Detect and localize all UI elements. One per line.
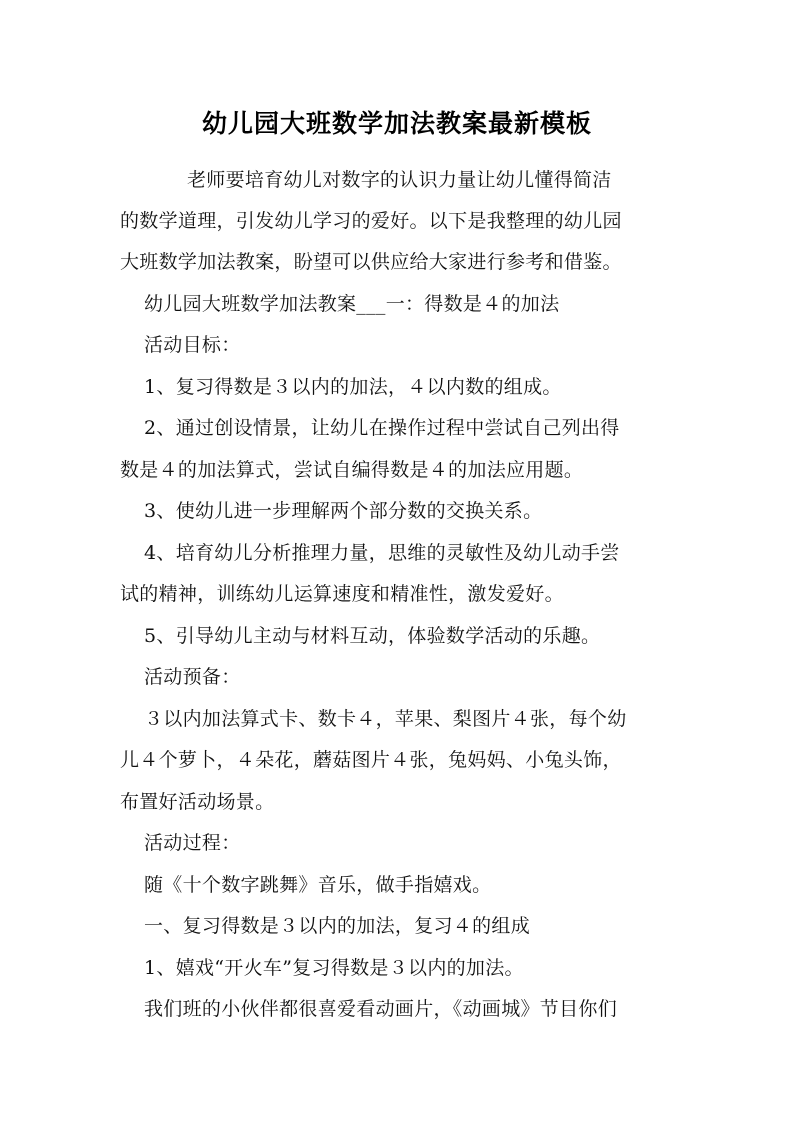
document-title: 幼儿园大班数学加法教案最新模板 xyxy=(201,109,592,138)
list-item: 3、使幼儿进一步理解两个部分数的交换关系。 xyxy=(144,500,543,522)
section-heading: 幼儿园大班数学加法教案___一：得数是４的加法 xyxy=(144,293,560,315)
list-item-continuation: 试的精神，训练幼儿运算速度和精准性，激发爱好。 xyxy=(120,583,564,605)
list-item: 5、引导幼儿主动与材料互动，体验数学活动的乐趣。 xyxy=(144,625,601,647)
paragraph-line: 布置好活动场景。 xyxy=(120,791,275,813)
paragraph-line: 我们班的小伙伴都很喜爱看动画片，《动画城》节目你们 xyxy=(144,998,618,1020)
list-item: 4、培育幼儿分析推理力量，思维的灵敏性及幼儿动手尝 xyxy=(144,542,620,564)
subsection-heading: 一、复习得数是３以内的加法，复习４的组成 xyxy=(144,915,531,937)
section-heading: 活动目标： xyxy=(144,334,241,356)
paragraph-line: ３以内加法算式卡、数卡４，苹果、梨图片４张，每个幼 xyxy=(144,708,627,730)
list-item-continuation: 数是４的加法算式，尝试自编得数是４的加法应用题。 xyxy=(120,459,584,481)
list-item: 1、复习得数是３以内的加法，４以内数的组成。 xyxy=(144,376,562,398)
list-item: 2、通过创设情景，让幼儿在操作过程中尝试自己列出得 xyxy=(144,417,620,439)
paragraph-line: 的数学道理，引发幼儿学习的爱好。以下是我整理的幼儿园 xyxy=(120,210,622,232)
paragraph-line: 儿４个萝卜，４朵花，蘑菇图片４张，兔妈妈、小兔头饰， xyxy=(120,749,622,771)
section-heading: 活动预备： xyxy=(144,666,241,688)
paragraph-line: 大班数学加法教案，盼望可以供应给大家进行参考和借鉴。 xyxy=(120,251,622,273)
paragraph-line: 老师要培育幼儿对数字的认识力量让幼儿懂得简洁 xyxy=(187,169,612,191)
section-heading: 活动过程： xyxy=(144,832,241,854)
list-item: 1、嬉戏“开火车”复习得数是３以内的加法。 xyxy=(144,957,524,979)
paragraph-line: 随《十个数字跳舞》音乐，做手指嬉戏。 xyxy=(144,874,492,896)
